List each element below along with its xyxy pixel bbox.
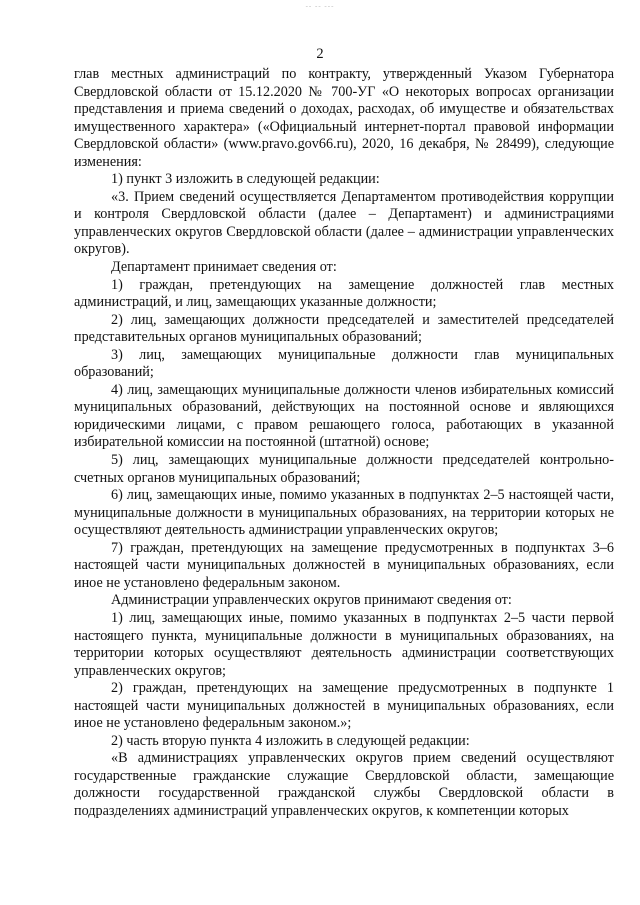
paragraph-admin-receives: Администрации управленческих округов принимают сведения от: xyxy=(111,592,512,609)
paragraph-department-receives: Департамент принимает сведения от: xyxy=(111,259,337,276)
paragraph-clause-3: «3. Прием сведений осуществляется Департаментом противодействия коррупции и контроля Свердловской области (далее – Департамент) и администрациями управленческих округов Свердловской области (далее – администрации управленческих округов). xyxy=(74,188,614,258)
paragraph-admin-sub-2: 2) граждан, претендующих на замещение предусмотренных в подпункте 1 настоящей части муниципальных должностей в муниципальных образованиях, если иное не установлено федеральным законом.»; xyxy=(74,680,614,732)
paragraph-admin-sub-1: 1) лиц, замещающих иные, помимо указанных в подпунктах 2–5 части первой настоящего пункта, муниципальные должности в муниципальных образованиях, на территории которых осуществляют деятельность администрации соответствующих управленческих округов; xyxy=(74,609,614,679)
paragraph-dept-sub-1: 1) граждан, претендующих на замещение должностей глав местных администраций, и лиц, замещающих указанные должности; xyxy=(74,276,614,311)
page-number: 2 xyxy=(316,46,324,62)
paragraph-dept-sub-5: 5) лиц, замещающих муниципальные должности председателей контрольно-счетных органов муниципальных образований; xyxy=(74,452,614,486)
paragraph-dept-sub-6: 6) лиц, замещающих иные, помимо указанных в подпунктах 2–5 настоящей части, муниципальные должности в муниципальных образованиях, на территории которых не осуществляют деятельность администрации управленческих округов; xyxy=(74,487,614,539)
paragraph-item-2: 2) часть вторую пункта 4 изложить в следующей редакции: xyxy=(111,732,470,749)
paragraph-clause-4-part-2: «В администрациях управленческих округов прием сведений осуществляют государственные гражданские служащие Свердловской области, замещающие должности государственной гражданской службы Свердловской области в подразделениях администраций управленческих округов, к компетенции которых xyxy=(74,750,614,819)
paragraph-item-1: 1) пункт 3 изложить в следующей редакции: xyxy=(111,171,380,188)
paragraph-dept-sub-3: 3) лиц, замещающих муниципальные должности глав муниципальных образований; xyxy=(74,346,614,381)
paragraph-intro: глав местных администраций по контракту, утвержденный Указом Губернатора Свердловской области от 15.12.2020 № 700-УГ «О некоторых вопросах организации представления и приема сведений о доходах, расходах, об имуществе и обязательствах имущественного характера» («Официальный интернет-портал правовой информации Свердловской области» (www.pravo.gov66.ru), 2020, 16 декабря, № 28499), следующие изменения: xyxy=(74,66,614,170)
paragraph-dept-sub-4: 4) лиц, замещающих муниципальные должности членов избирательных комиссий муниципальных образований, действующих на постоянной основе и являющихся юридическими лицами, с правом решающего голоса, работающих в указанной избирательной комиссии на постоянной (штатной) основе; xyxy=(74,381,614,451)
document-body xyxy=(74,66,614,821)
scan-header-mark: -- -- --- xyxy=(305,2,335,10)
paragraph-dept-sub-2: 2) лиц, замещающих должности председателей и заместителей председателей представительных органов муниципальных образований; xyxy=(74,311,614,346)
paragraph-dept-sub-7: 7) граждан, претендующих на замещение предусмотренных в подпунктах 3–6 настоящей части муниципальных должностей в муниципальных образованиях, если иное не установлено федеральным законом. xyxy=(74,539,614,591)
